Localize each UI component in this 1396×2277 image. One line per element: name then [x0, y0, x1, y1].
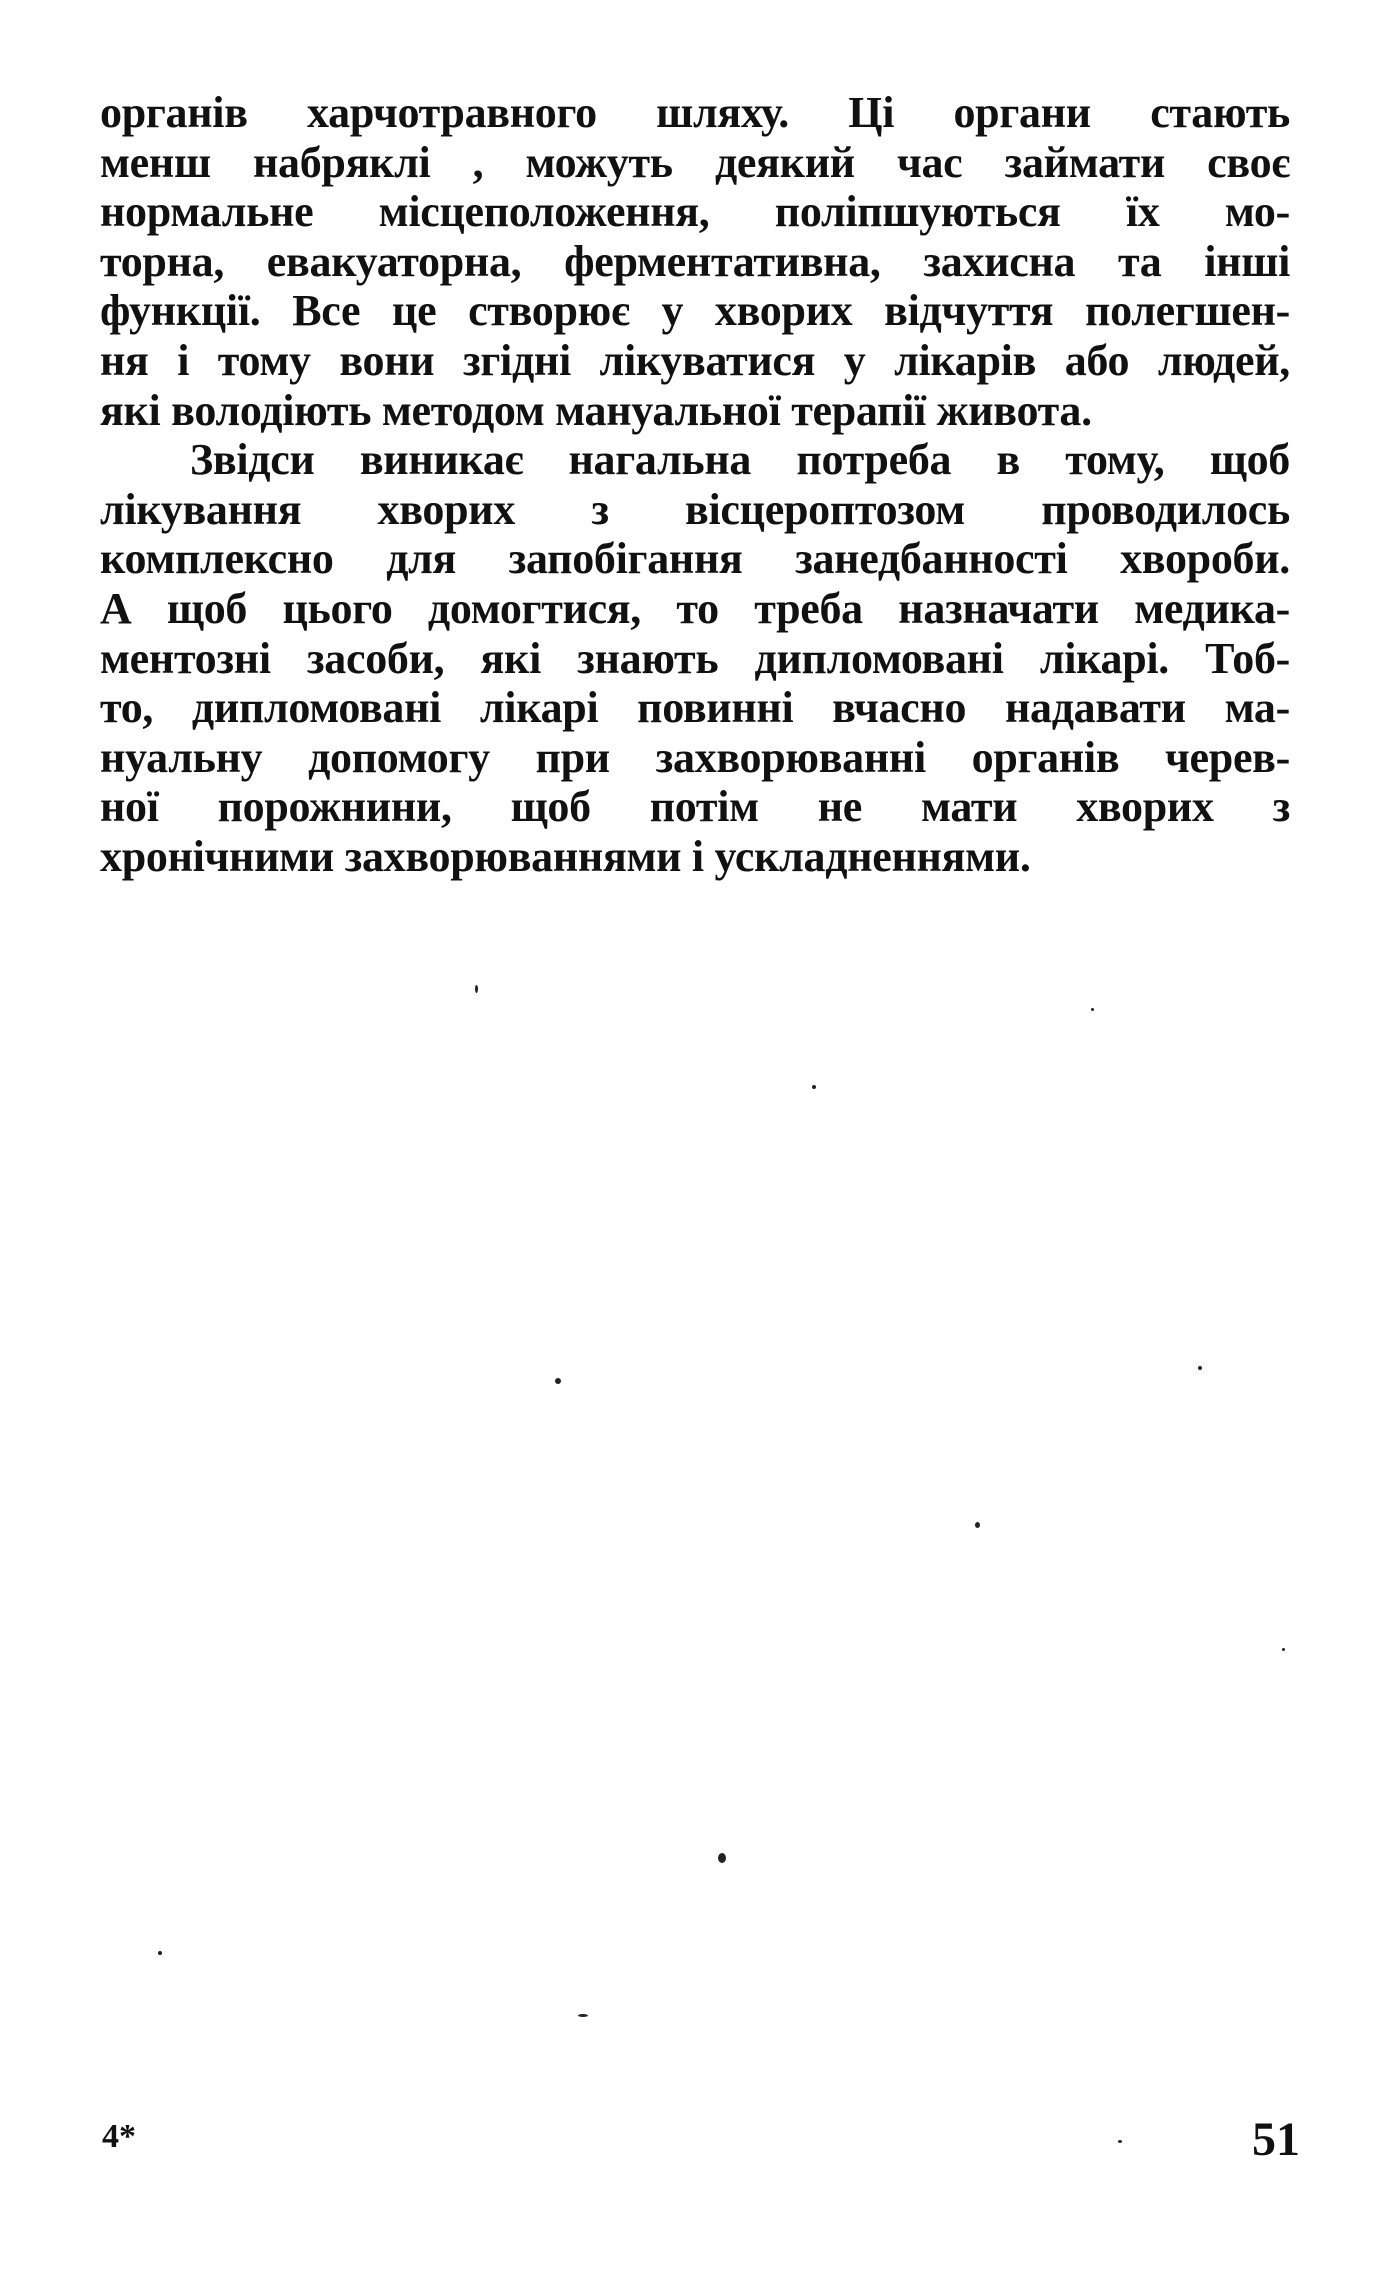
text-line: менш набряклі , можуть деякий час займати своє: [100, 137, 1290, 187]
text-line: функції. Все це створює у хворих відчуття полегшен-: [100, 286, 1290, 336]
text-line: органів харчотравного шляху. Ці органи стають: [100, 88, 1290, 137]
scan-speck: [1282, 1648, 1285, 1651]
scan-speck: [1198, 1366, 1202, 1370]
text-line: хронічними захворюваннями і ускладненнями.: [100, 831, 1031, 881]
text-line: торна, евакуаторна, ферментативна, захисна та інші: [100, 236, 1290, 286]
signature-mark: 4*: [102, 2118, 136, 2155]
text-line: нуальну допомогу при захворюванні органів черев-: [100, 732, 1290, 782]
scan-speck: [1091, 1008, 1094, 1011]
scan-speck: [555, 1378, 561, 1384]
page-number: 51: [1252, 2113, 1300, 2166]
scan-speck: [718, 1853, 726, 1863]
text-line: лікування хворих з вісцероптозом проводилось: [100, 484, 1290, 534]
text-line: нормальне місцеположення, поліпшуються їх мо-: [100, 187, 1290, 237]
text-line: то, дипломовані лікарі повинні вчасно надавати ма-: [100, 683, 1290, 733]
scan-speck: [1118, 2140, 1122, 2143]
text-line: Звідси виникає нагальна потреба в тому, щоб: [190, 435, 1290, 485]
scan-speck: [158, 1951, 162, 1955]
scan-speck: [578, 2014, 588, 2017]
text-line: ної порожнини, щоб потім не мати хворих з: [100, 782, 1290, 832]
text-line: ня і тому вони згідні лікуватися у лікарів або людей,: [100, 335, 1290, 385]
scan-speck: [812, 1085, 816, 1089]
body-text: [100, 88, 1290, 882]
text-line: які володіють методом мануальної терапії живота.: [100, 385, 1092, 435]
scan-speck: [975, 1522, 980, 1528]
text-line: комплексно для запобігання занедбанності хвороби.: [100, 534, 1290, 584]
scan-speck: [475, 985, 478, 993]
text-line: А щоб цього домогтися, то треба назначати медика-: [100, 583, 1290, 633]
text-line: ментозні засоби, які знають дипломовані лікарі. Тоб-: [100, 633, 1290, 683]
